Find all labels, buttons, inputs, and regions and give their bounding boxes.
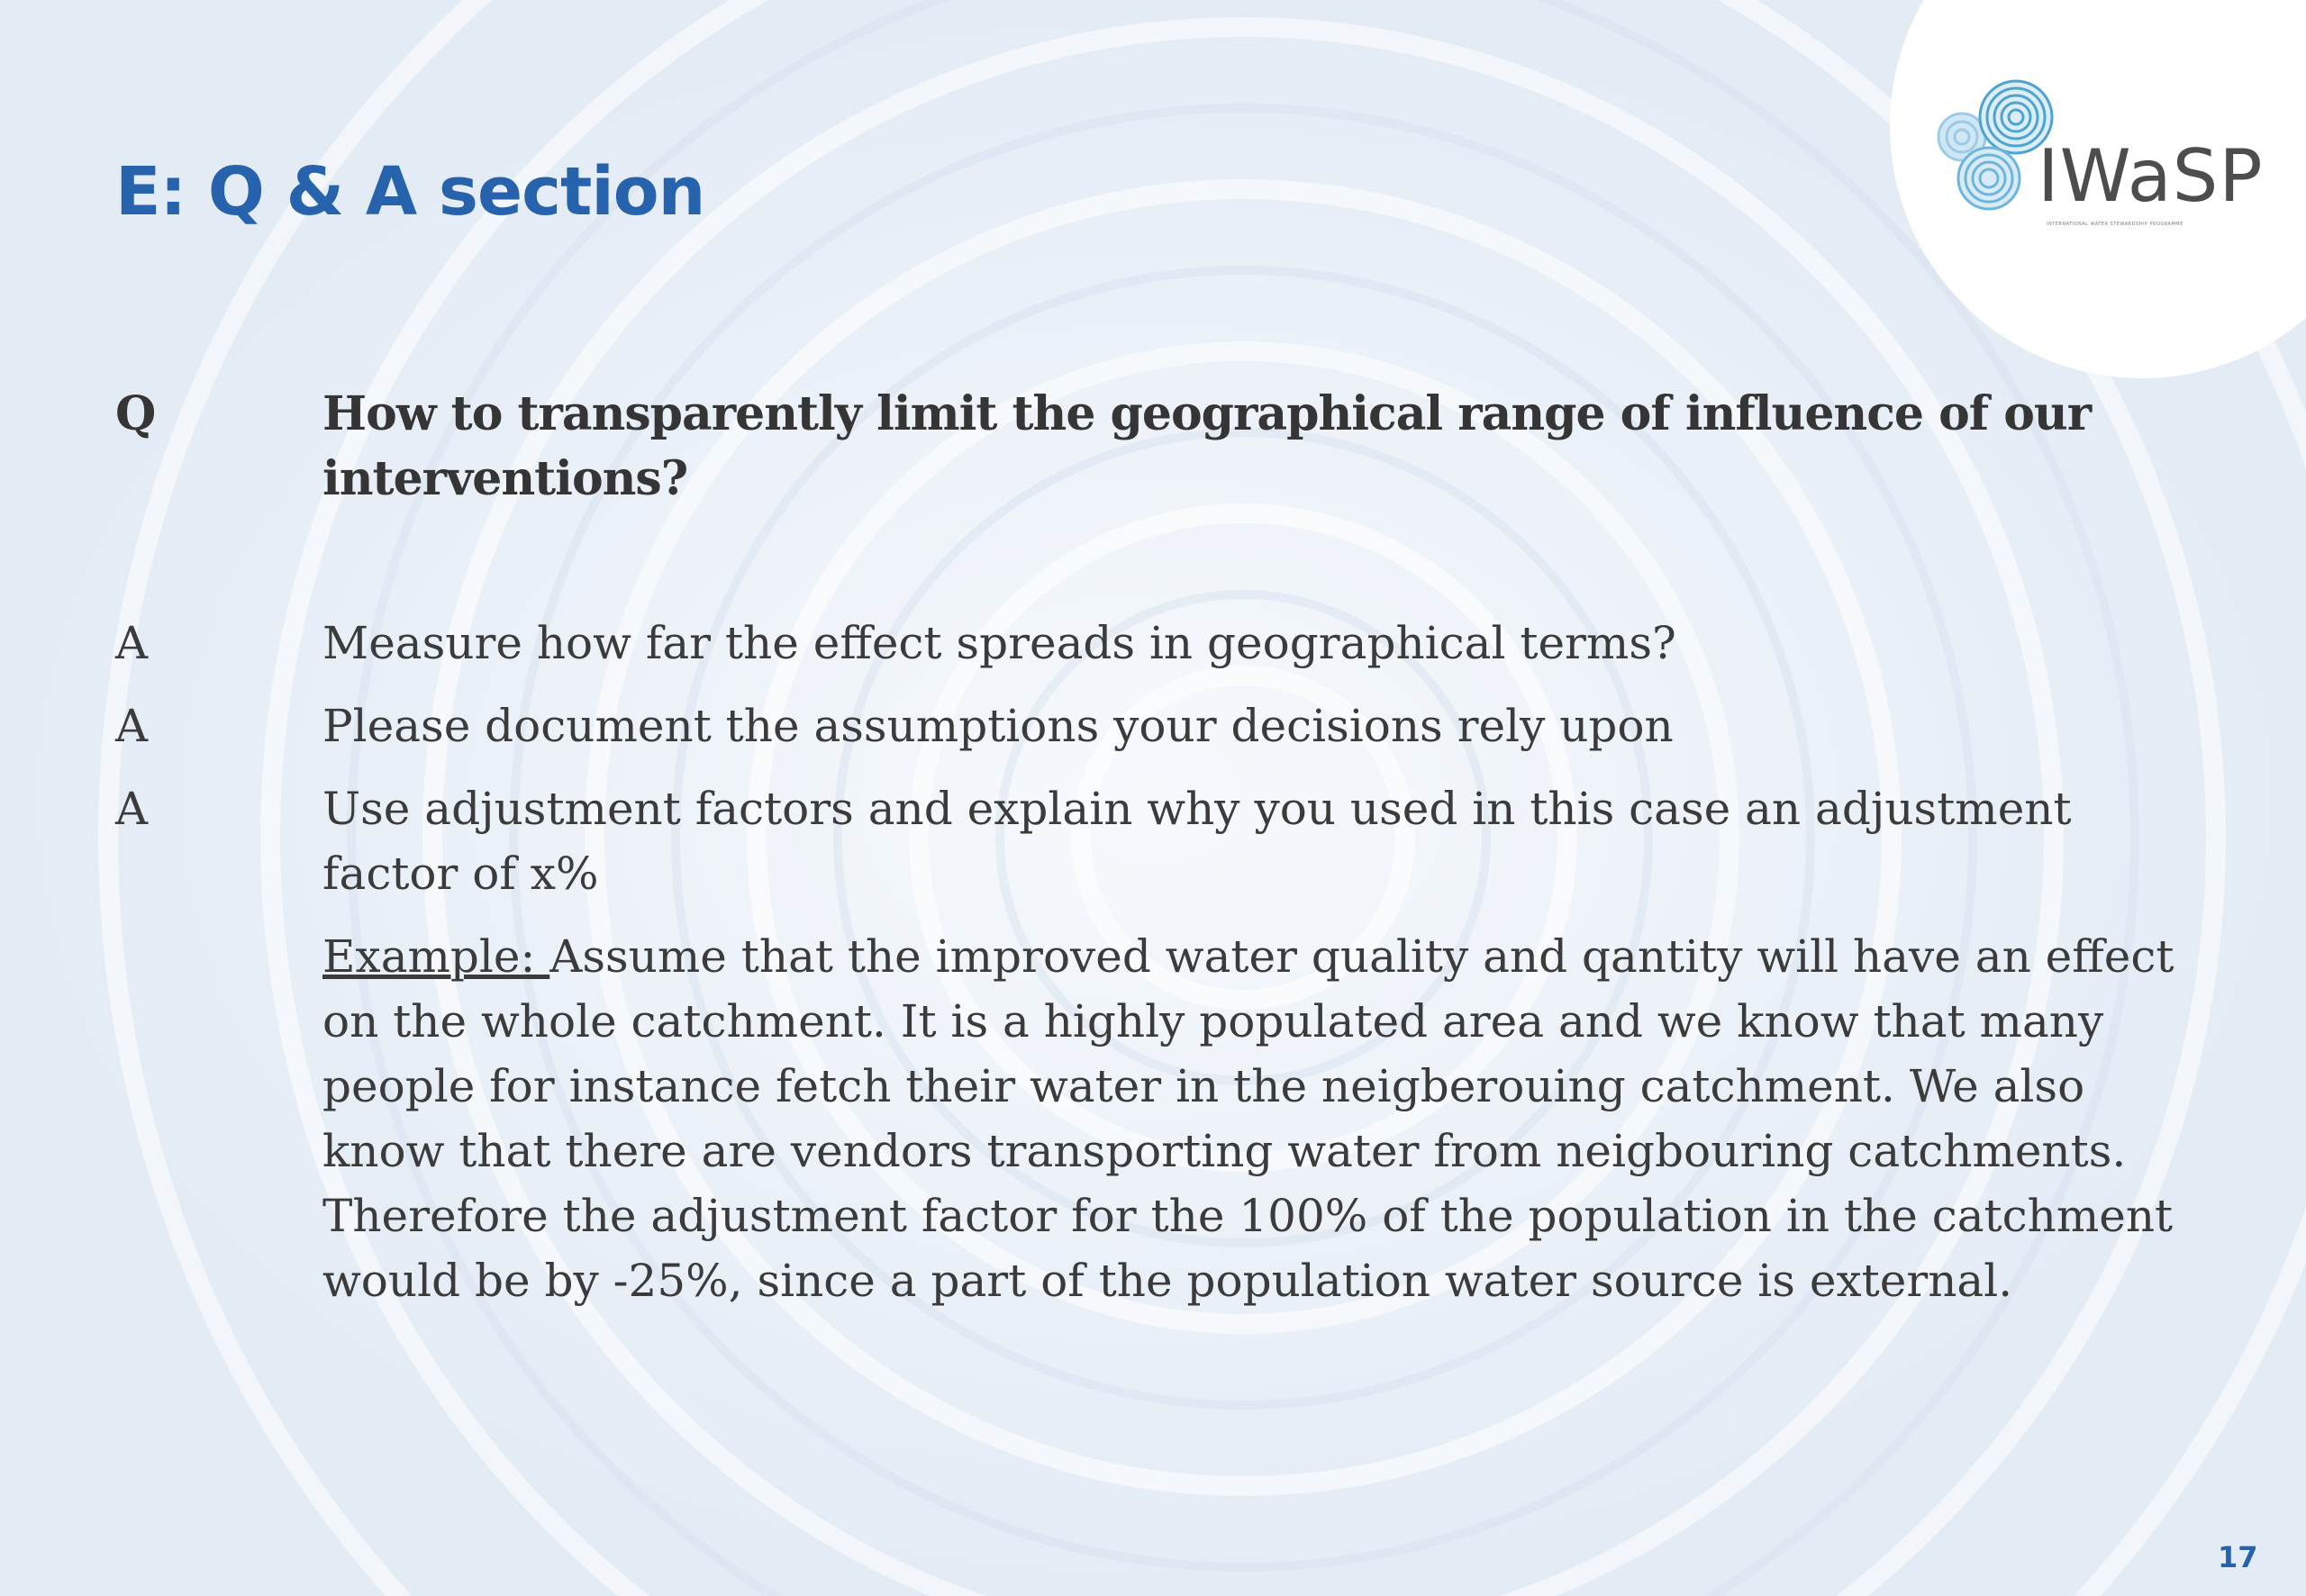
question-text: How to transparently limit the geographical range of influence of our interventions? xyxy=(322,386,2092,506)
question-marker: Q xyxy=(115,386,156,441)
answer-marker: A xyxy=(115,617,149,669)
logo-subtitle: INTERNATIONAL WATER STEWARDSHIP PROGRAMME xyxy=(2047,222,2183,227)
page-number: 17 xyxy=(2218,1540,2258,1574)
example-paragraph xyxy=(322,924,2214,1313)
answer-marker: A xyxy=(115,700,149,752)
answer-text: Please document the assumptions your decisions rely upon xyxy=(322,700,1674,752)
answer-marker: A xyxy=(115,783,149,835)
example-label: Example: xyxy=(322,930,550,983)
slide-title: E: Q & A section xyxy=(115,153,705,231)
example-text: Assume that the improved water quality and qantity will have an effect on the whole catchment. It is a highly populated area and we know that many people for instance fetch their water in the neigberouing catchment. We also know that there are vendors transporting water from neigbouring catchments. Therefore the adjustment factor for the 100% of the population in the catchment would be by -25%, since a part of the population water source is external. xyxy=(322,930,2174,1307)
answer-text: Use adjustment factors and explain why you used in this case an adjustment factor of x% xyxy=(322,783,2072,900)
answer-text: Measure how far the effect spreads in geographical terms? xyxy=(322,617,1676,669)
logo-wordmark: IWaSP xyxy=(2038,134,2264,218)
